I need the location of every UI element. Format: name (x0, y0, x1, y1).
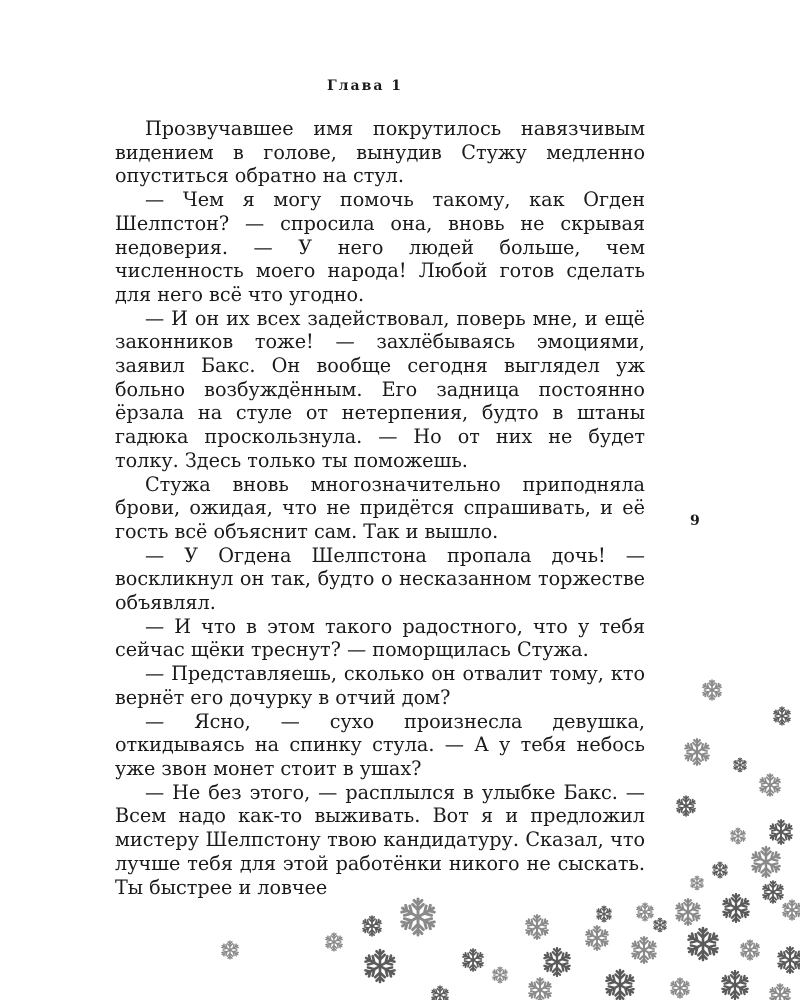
snowflake-icon (782, 900, 800, 920)
snowflake-icon (605, 970, 635, 1000)
paragraph: — Ясно, — сухо произнесла девушка, откидываясь на спинку стула. — А у тебя небось уже звон монет стоит в ушах? (115, 709, 645, 780)
snowflake-icon (221, 941, 239, 959)
snowflake-icon (431, 986, 449, 1000)
snowflake-icon (730, 828, 746, 844)
paragraph: — У Огдена Шелпстона пропала дочь! — воскликнул он так, будто о несказанном торжестве объявлял. (115, 543, 645, 615)
snowflake-icon (777, 947, 800, 973)
snowflake-icon (400, 899, 437, 935)
snowflake-icon (690, 876, 704, 890)
snowflake-icon (543, 948, 571, 976)
snowflake-icon (712, 862, 728, 878)
snowflake-icon (596, 906, 612, 922)
paragraph: Прозвучавшее имя покрутилось навязчивым видением в голове, вынудив Стужу медленно опуститься обратно на стул. (115, 117, 645, 188)
snowflake-icon (773, 707, 791, 725)
snowflake-icon (528, 978, 552, 1000)
snowflake-icon (492, 967, 508, 983)
paragraph: — И он их всех задействовал, поверь мне, и ещё законников тоже! — захлёбываясь эмоциями, заявил Бакс. Он вообще сегодня выглядел уж больно возбуждённым. Его задница постоянно ёрзала на стуле от нетерпения, будто в штаны гадюка проскользнула. — Но от них не будет толку. Здесь только ты поможешь. (115, 306, 645, 472)
body-text (115, 117, 645, 899)
snowflake-icon (733, 758, 747, 772)
snowflake-icon (670, 978, 690, 998)
paragraph: — Не без этого, — расплылся в улыбке Бакс. — Всем надо как-то выживать. Вот я и предложил мистеру Шелпстону твою кандидатуру. Сказал, что лучше тебя для этой работёнки никого не сыскать. Ты быстрее и ловчее (115, 780, 645, 899)
snowflake-icon (762, 881, 784, 903)
snowflake-icon (676, 796, 696, 816)
paragraph: Стужа вновь многозначительно приподняла брови, ожидая, что не придётся спрашивать, и её гость всё объяснит сам. Так и вышло. (115, 472, 645, 543)
snowflake-icon (636, 903, 654, 921)
snowflake-icon (687, 928, 720, 960)
snowflake-icon (362, 916, 382, 936)
snowflake-icon (769, 984, 791, 1000)
snowflake-icon (631, 937, 657, 963)
snowflake-icon (364, 950, 397, 982)
chapter-header: Глава 1 (326, 78, 404, 94)
snowflake-icon (702, 680, 722, 700)
snowflake-icon (721, 971, 749, 999)
snowflake-icon (462, 949, 484, 971)
snowflake-icon (769, 820, 793, 844)
page-number: 9 (690, 513, 700, 529)
paragraph: — Чем я могу помочь такому, как Огден Шелпстон? — спросила она, вновь не скрывая недоверия. — У него людей больше, чем численность моего народа! Любой готов сделать для него всё что угодно. (115, 188, 645, 306)
paragraph: — Представляешь, сколько он отвалит тому, кто вернёт его дочурку в отчий дом? (115, 662, 645, 709)
snowflake-icon (740, 940, 760, 960)
snowflake-icon (653, 918, 667, 932)
snowflake-icon (751, 847, 781, 877)
snowflake-icon (759, 774, 781, 796)
snowflake-icon (525, 915, 549, 939)
snowflake-icon (325, 933, 343, 951)
snowflake-icon (675, 899, 701, 925)
snowflake-icon (585, 926, 609, 950)
snowflake-icon (684, 739, 710, 765)
paragraph: — И что в этом такого радостного, что у тебя сейчас щёки треснут? — поморщилась Стужа. (115, 614, 645, 662)
snowflake-icon (722, 894, 750, 922)
